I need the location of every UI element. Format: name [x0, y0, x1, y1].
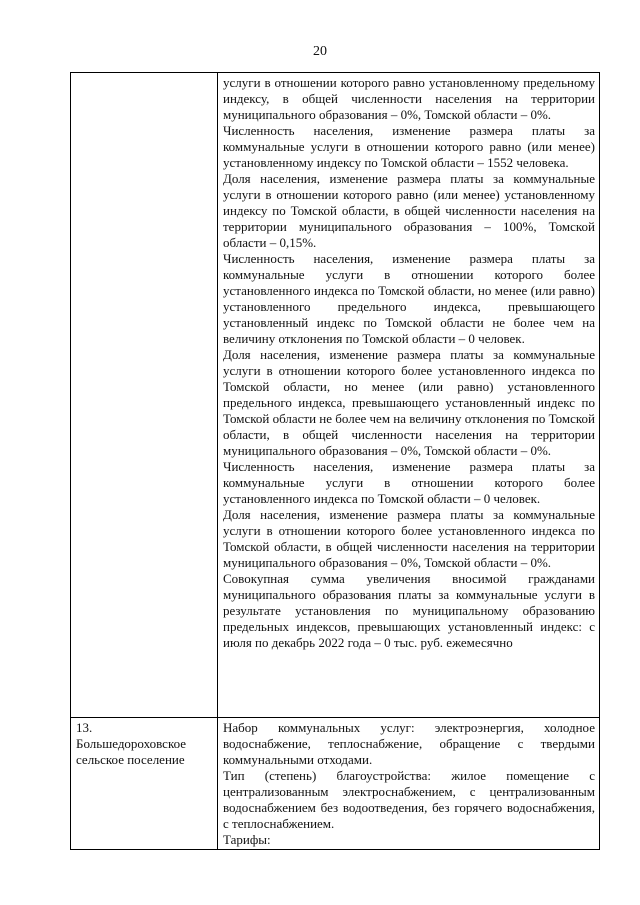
indicator-paragraph: услуги в отношении которого равно установленному предельному индексу, в общей численности населения на территории муниципального образования – 0%, Томской области – 0%.	[223, 75, 595, 122]
page-number: 20	[313, 44, 327, 59]
indicator-paragraph: Доля населения, изменение размера платы за коммунальные услуги в отношении которого более установленного индекса по Томской области, но менее (или равно) установленного предельного индекса, превышающего установленный индекс по Томской области не более чем на величину отклонения по Томской области, в общей численности населения на территории муниципального образования – 0%, Томской области – 0%.	[223, 347, 595, 458]
table-row	[71, 73, 600, 718]
table-row	[71, 718, 600, 850]
indicators-cell	[218, 73, 600, 718]
services-cell	[218, 718, 600, 850]
services-paragraph: Тарифы:	[223, 832, 271, 847]
row-number: 13.	[76, 720, 93, 735]
indicator-paragraph: Численность населения, изменение размера платы за коммунальные услуги в отношении которого более установленного индекса по Томской области, но менее (или равно) установленного предельного индекса, превышающего установленный индекс по Томской области не более чем на величину отклонения по Томской области – 0 человек.	[223, 251, 595, 346]
municipality-cell-empty	[71, 73, 218, 718]
indicator-paragraph: Совокупная сумма увеличения вносимой гражданами муниципального образования платы за коммунальные услуги в результате установления по муниципальному образованию предельных индексов, превышающих установленный индекс: с июля по декабрь 2022 года – 0 тыс. руб. ежемесячно	[223, 571, 595, 650]
indicator-paragraph: Доля населения, изменение размера платы за коммунальные услуги в отношении которого равно (или менее) установленному индексу по Томской области, в общей численности населения на территории муниципального образования – 100%, Томской области – 0,15%.	[223, 171, 595, 250]
services-paragraph: Тип (степень) благоустройства: жилое помещение с централизованным электроснабжением, с централизованным водоснабжением без водоотведения, без горячего водоснабжения, с теплоснабжением.	[223, 768, 595, 831]
municipality-cell	[71, 718, 218, 850]
municipality-name: Большедороховское сельское поселение	[76, 736, 187, 767]
indicator-paragraph: Численность населения, изменение размера платы за коммунальные услуги в отношении которого равно (или менее) установленному индексу по Томской области – 1552 человека.	[223, 123, 595, 170]
services-paragraph: Набор коммунальных услуг: электроэнергия, холодное водоснабжение, теплоснабжение, обращение с твердыми коммунальными отходами.	[223, 720, 595, 767]
indicator-paragraph: Численность населения, изменение размера платы за коммунальные услуги в отношении которого более установленного индекса по Томской области – 0 человек.	[223, 459, 595, 506]
indicator-paragraph: Доля населения, изменение размера платы за коммунальные услуги в отношении которого более установленного индекса по Томской области, в общей численности населения на территории муниципального образования – 0%, Томской области – 0%.	[223, 507, 595, 570]
municipalities-table	[70, 72, 600, 850]
